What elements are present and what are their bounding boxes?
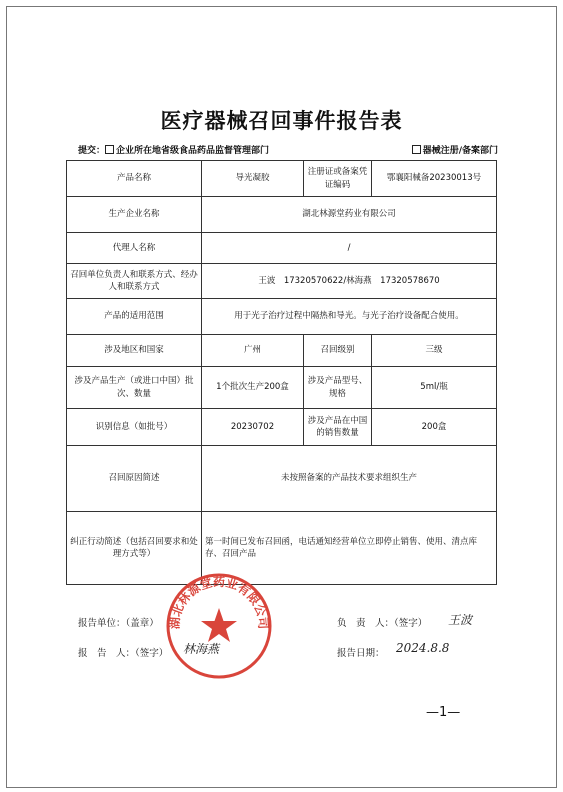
report-form-table [66,160,497,585]
seal-text: 湖北林源堂药业有限公司 [167,575,271,630]
reg-cert-label: 注册证或备案凭证编码 [304,161,372,197]
manufacturer-label: 生产企业名称 [67,197,202,233]
page-title: 医疗器械召回事件报告表 [160,108,403,133]
action-value: 第一时间已发布召回函，电话通知经营单位立即停止销售、使用、清点库存、召回产品 [202,512,497,585]
region-label: 涉及地区和国家 [67,335,202,367]
responsible-label: 负 责 人：（签字） [337,618,428,629]
action-label: 纠正行动简述（包括召回要求和处理方式等） [67,512,202,585]
submit-right [412,143,498,156]
reporter-signature: 林海燕 [183,642,220,656]
sales-label: 涉及产品在中国的销售数量 [304,409,372,446]
manufacturer-value: 湖北林源堂药业有限公司 [202,197,497,233]
responsible-signature: 王波 [448,613,473,627]
identifier-value: 20230702 [202,409,304,446]
product-name-label: 产品名称 [67,161,202,197]
scope-label: 产品的适用范围 [67,299,202,335]
report-date-value: 2024.8.8 [396,641,450,655]
table-row [67,367,497,409]
reporter-label: 报 告 人：（签字） [78,648,169,659]
recall-level-value: 三级 [372,335,497,367]
table-row [67,512,497,585]
table-row [67,161,497,197]
batch-label: 涉及产品生产（或进口中国）批次、数量 [67,367,202,409]
contact-value: 王波 17320570622/林海燕 17320578670 [202,264,497,299]
agent-value: / [202,233,497,264]
province-checkbox[interactable] [105,145,114,154]
seal-star-icon [201,608,237,642]
scope-value: 用于光子治疗过程中隔热和导光。与光子治疗设备配合使用。 [202,299,497,335]
reason-label: 召回原因简述 [67,446,202,512]
company-seal-stamp [163,570,275,682]
identifier-label: 识别信息（如批号） [67,409,202,446]
report-unit-label: 报告单位：（盖章） [78,618,159,629]
recall-level-label: 召回级别 [304,335,372,367]
contact-label: 召回单位负责人和联系方式、经办人和联系方式 [67,264,202,299]
table-row [67,335,497,367]
submit-left [78,143,269,156]
table-row [67,233,497,264]
registration-dept-checkbox[interactable] [412,145,421,154]
batch-value: 1个批次生产200盒 [202,367,304,409]
registration-dept-option-label: 器械注册/备案部门 [422,146,498,156]
province-option-label: 企业所在地省级食品药品监督管理部门 [116,146,270,156]
model-label: 涉及产品型号、规格 [304,367,372,409]
model-value: 5ml/瓶 [372,367,497,409]
region-value: 广州 [202,335,304,367]
product-name-value: 导光凝胶 [202,161,304,197]
table-row [67,299,497,335]
sales-value: 200盒 [372,409,497,446]
table-row [67,197,497,233]
submit-label: 提交： [78,146,106,156]
page-number: —1— [426,705,461,720]
reason-value: 未按照备案的产品技术要求组织生产 [202,446,497,512]
agent-label: 代理人名称 [67,233,202,264]
reg-cert-value: 鄂襄阳械备20230013号 [372,161,497,197]
table-row [67,264,497,299]
table-row [67,409,497,446]
report-date-label: 报告日期： [337,648,385,659]
table-row [67,446,497,512]
